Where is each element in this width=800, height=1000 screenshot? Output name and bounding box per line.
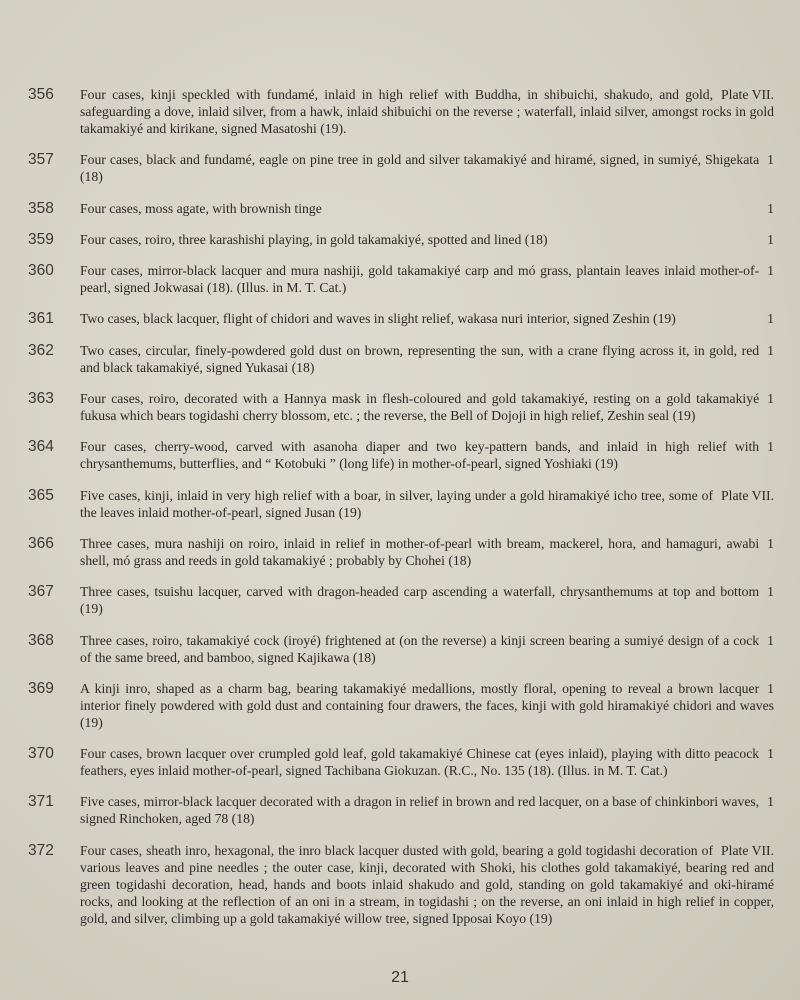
lot-entry [28,535,774,569]
lot-description: Four cases, sheath inro, hexagonal, the inro black lacquer dusted with gold, bearing a gold togidashi decoration of various leaves and pine needles ; the outer case, kinji, decorated with Shoki, his clothes gold takamakiyé, bearing red and green togidashi decoration, head, hands and boots inlaid shakudo and gold, standing on gold takamakiyé and oki-hiramé rocks, and looking at the reflection of an oni in a stream, in togidashi ; on the reverse, an oni inlaid in high relief in copper, gold, and silver, climbing up a gold takamakiyé willow tree, signed Ipposai Koyo (19) [80,842,774,926]
lot-tail: 1 [767,152,774,168]
lot-description: Four cases, cherry-wood, carved with asanoha diaper and two key-pattern bands, and inlaid in high relief with chrysanthemums, butterflies, and “ Kotobuki ” (long life) in mother-of-pearl, signed Yoshiaki (19) [80,439,760,472]
lot-number: 361 [28,310,54,328]
lot-tail: 1 [767,311,774,327]
lot-number: 364 [28,438,54,456]
lot-description: Four cases, kinji speckled with fundamé, inlaid in high relief with Buddha, in shibuichi, shakudo, and gold, safeguarding a dove, inlaid silver, from a hawk, inlaid shibuichi on the reverse ; waterfall, inlaid silver, amongst rocks in gold takamakiyé and kirikane, signed Masatoshi (19). [80,87,774,136]
lot-entry [28,262,774,296]
lot-entry [28,390,774,424]
lot-tail: 1 [767,391,774,407]
lot-entry [28,842,774,927]
lot-description: Four cases, brown lacquer over crumpled gold leaf, gold takamakiyé Chinese cat (eyes inlaid), playing with ditto peacock feathers, eyes inlaid mother-of-pearl, signed Tachibana Giokuzan. (R.C., No. 135 (18). (Illus. in M. T. Cat.) [80,746,760,779]
lot-entry [28,151,774,185]
lot-description: Five cases, kinji, inlaid in very high relief with a boar, in silver, laying under a gold hiramakiyé icho tree, some of the leaves inlaid mother-of-pearl, signed Jusan (19) [80,487,714,520]
lot-number: 366 [28,534,54,552]
lot-description: Four cases, black and fundamé, eagle on pine tree in gold and silver takamakiyé and hiramé, signed, in sumiyé, Shigekata (18) [80,152,760,185]
lot-number: 359 [28,230,54,248]
lot-number: 363 [28,390,54,408]
lot-description: Two cases, circular, finely-powdered gold dust on brown, representing the sun, with a crane flying across it, in gold, red and black takamakiyé, signed Yukasai (18) [80,342,760,375]
lot-description: Four cases, roiro, three karashishi playing, in gold takamakiyé, spotted and lined (18) [80,231,548,247]
lot-description: Two cases, black lacquer, flight of chidori and waves in slight relief, wakasa nuri interior, signed Zeshin (19) [80,311,676,327]
lot-tail: 1 [767,680,774,696]
lot-description: Three cases, roiro, takamakiyé cock (iroyé) frightened at (on the reverse) a kinji screen bearing a sumiyé design of a cock of the same breed, and bamboo, signed Kajikawa (18) [80,632,760,665]
lot-number: 372 [28,841,54,859]
lot-description: Four cases, moss agate, with brownish tinge [80,200,322,216]
page-number: 21 [391,969,409,986]
lot-number: 362 [28,341,54,359]
lot-entry [28,231,774,248]
lot-entry [28,310,774,327]
lot-entry [28,487,774,521]
lot-list [28,86,774,941]
lot-tail: Plate VII. [721,87,774,102]
lot-entry [28,342,774,376]
lot-tail: 1 [767,535,774,551]
lot-description: A kinji inro, shaped as a charm bag, bearing takamakiyé medallions, mostly floral, opening to reveal a brown lacquer interior finely powdered with gold dust and containing four drawers, the faces, kinji with gold hiramakiyé chidori and waves (19) [80,680,774,730]
lot-entry [28,680,774,731]
lot-description: Three cases, tsuishu lacquer, carved with dragon-headed carp ascending a waterfall, chrysanthemums at top and bottom (19) [80,584,760,617]
lot-number: 365 [28,486,54,504]
lot-tail: 1 [767,263,774,279]
lot-number: 370 [28,745,54,763]
lot-number: 369 [28,679,54,697]
lot-number: 367 [28,583,54,601]
lot-tail: Plate VII. [721,487,774,503]
lot-number: 357 [28,151,54,169]
lot-entry [28,745,774,779]
lot-tail: 1 [767,632,774,648]
lot-description: Three cases, mura nashiji on roiro, inlaid in relief in mother-of-pearl with bream, mackerel, hora, and hamaguri, awabi shell, mó grass and reeds in gold takamakiyé ; probably by Chohei (18) [80,535,760,568]
lot-entry [28,583,774,617]
lot-number: 371 [28,793,54,811]
lot-tail: 1 [767,342,774,358]
lot-entry [28,86,774,137]
lot-tail: 1 [767,584,774,600]
lot-tail: 1 [767,231,774,247]
lot-entry [28,200,774,217]
lot-number: 356 [28,86,54,103]
lot-tail: Plate VII. [721,842,774,858]
lot-number: 368 [28,631,54,649]
lot-tail: 1 [767,200,774,216]
lot-tail: 1 [767,794,774,810]
lot-tail: 1 [767,439,774,455]
lot-number: 360 [28,262,54,280]
lot-description: Four cases, mirror-black lacquer and mura nashiji, gold takamakiyé carp and mó grass, plantain leaves inlaid mother-of-pearl, signed Jokwasai (18). (Illus. in M. T. Cat.) [80,263,760,296]
lot-entry [28,438,774,472]
lot-description: Four cases, roiro, decorated with a Hannya mask in flesh-coloured and gold takamakiyé, resting on a gold takamakiyé fukusa which bears togidashi cherry blossom, etc. ; the reverse, the Bell of Dojoji in high relief, Zeshin seal (19) [80,391,760,424]
lot-tail: 1 [767,746,774,762]
lot-description: Five cases, mirror-black lacquer decorated with a dragon in relief in brown and red lacquer, on a base of chinkinbori waves, signed Rinchoken, aged 78 (18) [80,794,760,827]
lot-number: 358 [28,199,54,217]
lot-entry [28,793,774,827]
lot-entry [28,632,774,666]
